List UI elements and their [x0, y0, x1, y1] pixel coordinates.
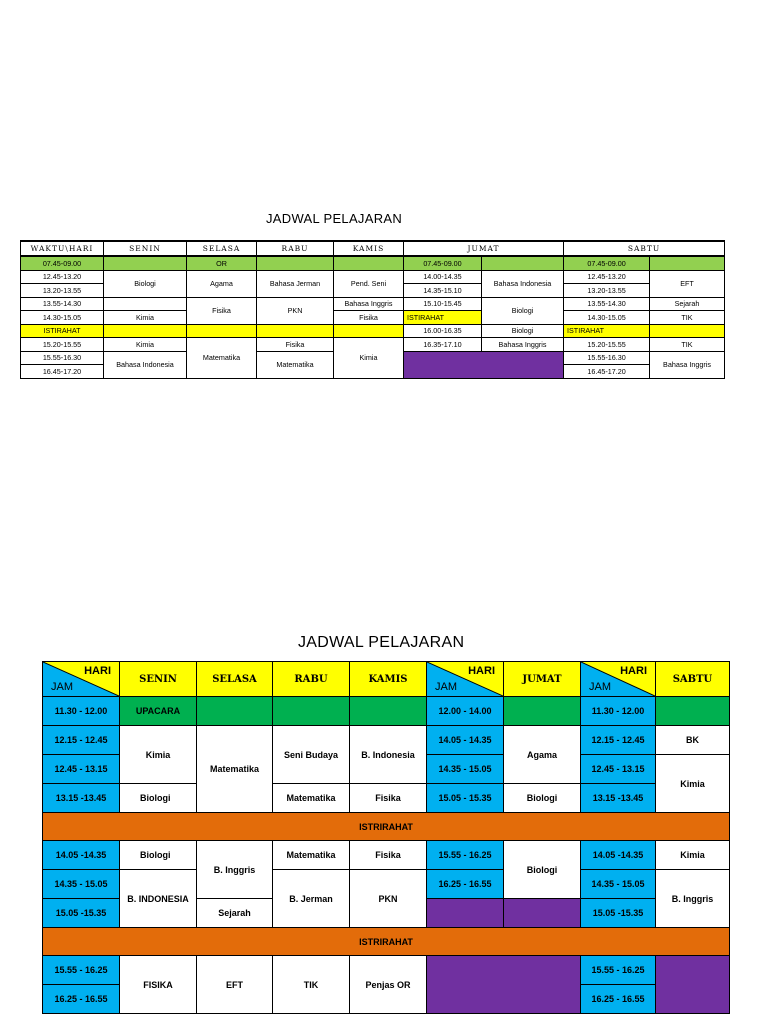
senin-cell: Biologi: [104, 270, 187, 297]
time-cell: 13.55-14.30: [21, 297, 104, 311]
selasa-cell: Agama: [187, 270, 257, 297]
empty-cell: [656, 956, 730, 1014]
jam-label: JAM: [589, 681, 611, 693]
empty-cell: [273, 697, 350, 726]
jumat-time-cell: 16.35-17.10: [404, 338, 482, 352]
header-senin: SENIN: [120, 662, 197, 697]
time-cell: 13.20-13.55: [21, 284, 104, 298]
jumat-time-cell: 14.35-15.10: [404, 284, 482, 298]
table-row: [21, 324, 725, 338]
kamis-cell: Fisika: [350, 784, 427, 813]
schedule2-header-row: [43, 662, 730, 697]
senin-cell: Biologi: [120, 784, 197, 813]
selasa-cell: Sejarah: [197, 899, 273, 928]
senin-cell: Kimia: [104, 338, 187, 352]
time-cell: 12.45 - 13.15: [43, 755, 120, 784]
kamis-cell: Penjas OR: [350, 956, 427, 1014]
jam-label: JAM: [435, 681, 457, 693]
empty-cell: [187, 324, 257, 338]
time-cell: 16.45-17.20: [21, 365, 104, 379]
schedule2-title: JADWAL PELAJARAN: [298, 634, 465, 651]
jumat-cell: Biologi: [482, 297, 564, 324]
jumat-cell: Bahasa Indonesia: [482, 270, 564, 297]
hari-label: HARI: [468, 665, 495, 677]
sabtu-time-cell: 14.35 - 15.05: [581, 870, 656, 899]
jumat-time-cell: 12.00 - 14.00: [427, 697, 504, 726]
sabtu-time-cell: 13.15 -13.45: [581, 784, 656, 813]
sabtu-cell: EFT: [650, 270, 725, 297]
hari-label: HARI: [620, 665, 647, 677]
jumat-empty-block: [427, 956, 581, 1014]
jumat-break-cell: ISTIRAHAT: [404, 311, 482, 325]
table-row: [43, 956, 730, 985]
empty-cell: [257, 256, 334, 270]
sabtu-time-cell: 12.15 - 12.45: [581, 726, 656, 755]
empty-cell: [197, 697, 273, 726]
sabtu-time-cell: 14.05 -14.35: [581, 841, 656, 870]
selasa-cell: Fisika: [187, 297, 257, 324]
selasa-cell: Matematika: [197, 726, 273, 813]
empty-cell: [334, 256, 404, 270]
header-rabu: RABU: [257, 241, 334, 256]
kamis-cell: Fisika: [350, 841, 427, 870]
table-row: [21, 297, 725, 311]
kamis-cell: B. Indonesia: [350, 726, 427, 784]
time-cell: 12.45-13.20: [21, 270, 104, 284]
sabtu-time-cell: 15.55-16.30: [564, 351, 650, 365]
empty-cell: [650, 324, 725, 338]
sabtu-cell: B. Inggris: [656, 870, 730, 928]
table-row: [21, 270, 725, 284]
sabtu-cell: Kimia: [656, 841, 730, 870]
sabtu-time-cell: 13.55-14.30: [564, 297, 650, 311]
senin-cell: Bahasa Indonesia: [104, 351, 187, 378]
header-jam-hari-jumat: [427, 662, 504, 697]
table-row: [21, 256, 725, 270]
sabtu-cell: Sejarah: [650, 297, 725, 311]
header-rabu: RABU: [273, 662, 350, 697]
time-cell: 13.15 -13.45: [43, 784, 120, 813]
jumat-time-cell: 07.45-09.00: [404, 256, 482, 270]
header-waktu-hari: WAKTU\HARI: [21, 241, 104, 256]
empty-cell: [104, 256, 187, 270]
schedule1-table: [20, 240, 725, 379]
senin-cell: Kimia: [104, 311, 187, 325]
kamis-cell: PKN: [350, 870, 427, 928]
selasa-cell: B. Inggris: [197, 841, 273, 899]
selasa-cell: OR: [187, 256, 257, 270]
jumat-cell: Biologi: [504, 784, 581, 813]
table-row: [21, 338, 725, 352]
table-row: [21, 311, 725, 325]
rabu-cell: B. Jerman: [273, 870, 350, 928]
time-cell: 07.45-09.00: [21, 256, 104, 270]
sabtu-time-cell: 07.45-09.00: [564, 256, 650, 270]
rabu-cell: TIK: [273, 956, 350, 1014]
sabtu-time-cell: 16.45-17.20: [564, 365, 650, 379]
empty-cell: [104, 297, 187, 311]
schedule1-header-row: [21, 241, 725, 256]
sabtu-cell: Bahasa Inggris: [650, 351, 725, 378]
table-row: [43, 697, 730, 726]
time-cell: 15.20-15.55: [21, 338, 104, 352]
break-row: ISTRIRAHAT: [43, 928, 730, 956]
sabtu-time-cell: 13.20-13.55: [564, 284, 650, 298]
kamis-cell: Pend. Seni: [334, 270, 404, 297]
sabtu-time-cell: 14.30-15.05: [564, 311, 650, 325]
sabtu-cell: TIK: [650, 311, 725, 325]
jumat-cell: Biologi: [504, 841, 581, 899]
kamis-cell: Fisika: [334, 311, 404, 325]
sabtu-time-cell: 12.45 - 13.15: [581, 755, 656, 784]
time-cell: 14.35 - 15.05: [43, 870, 120, 899]
rabu-cell: Matematika: [273, 784, 350, 813]
upacara-cell: UPACARA: [120, 697, 197, 726]
empty-cell: [482, 256, 564, 270]
header-kamis: KAMIS: [350, 662, 427, 697]
senin-cell: Kimia: [120, 726, 197, 784]
selasa-cell: Matematika: [187, 338, 257, 379]
jam-label: JAM: [51, 681, 73, 693]
jumat-time-cell: 16.00-16.35: [404, 324, 482, 338]
sabtu-break-cell: ISTIRAHAT: [564, 324, 650, 338]
sabtu-time-cell: 15.05 -15.35: [581, 899, 656, 928]
sabtu-time-cell: 15.55 - 16.25: [581, 956, 656, 985]
break-cell: ISTIRAHAT: [21, 324, 104, 338]
hari-label: HARI: [84, 665, 111, 677]
rabu-cell: PKN: [257, 297, 334, 324]
empty-cell: [504, 899, 581, 928]
schedule1-title: JADWAL PELAJARAN: [266, 211, 403, 226]
empty-cell: [656, 697, 730, 726]
jumat-cell: Bahasa Inggris: [482, 338, 564, 352]
table-row: [43, 841, 730, 870]
empty-cell: [257, 324, 334, 338]
senin-cell: FISIKA: [120, 956, 197, 1014]
sabtu-time-cell: 11.30 - 12.00: [581, 697, 656, 726]
empty-cell: [427, 899, 504, 928]
sabtu-cell: Kimia: [656, 755, 730, 813]
table-row: [43, 870, 730, 899]
header-selasa: SELASA: [197, 662, 273, 697]
table-row: [43, 784, 730, 813]
sabtu-cell: BK: [656, 726, 730, 755]
header-jumat: JUMAT: [504, 662, 581, 697]
header-selasa: SELASA: [187, 241, 257, 256]
empty-cell: [504, 697, 581, 726]
header-kamis: KAMIS: [334, 241, 404, 256]
jumat-time-cell: 16.25 - 16.55: [427, 870, 504, 899]
time-cell: 16.25 - 16.55: [43, 985, 120, 1014]
rabu-cell: Bahasa Jerman: [257, 270, 334, 297]
kamis-cell: Kimia: [334, 338, 404, 379]
time-cell: 12.15 - 12.45: [43, 726, 120, 755]
sabtu-time-cell: 12.45-13.20: [564, 270, 650, 284]
kamis-cell: Bahasa Inggris: [334, 297, 404, 311]
time-cell: 15.55 - 16.25: [43, 956, 120, 985]
sabtu-time-cell: 16.25 - 16.55: [581, 985, 656, 1014]
header-jam-hari: [43, 662, 120, 697]
rabu-cell: Seni Budaya: [273, 726, 350, 784]
time-cell: 15.05 -15.35: [43, 899, 120, 928]
jumat-cell: Biologi: [482, 324, 564, 338]
jumat-empty-block: [404, 351, 564, 378]
jumat-time-cell: 14.00-14.35: [404, 270, 482, 284]
jumat-time-cell: 15.55 - 16.25: [427, 841, 504, 870]
empty-cell: [350, 697, 427, 726]
rabu-cell: Matematika: [257, 351, 334, 378]
empty-cell: [104, 324, 187, 338]
jumat-time-cell: 15.10-15.45: [404, 297, 482, 311]
header-jumat: JUMAT: [404, 241, 564, 256]
time-cell: 15.55-16.30: [21, 351, 104, 365]
time-cell: 11.30 - 12.00: [43, 697, 120, 726]
rabu-cell: Matematika: [273, 841, 350, 870]
empty-cell: [334, 324, 404, 338]
jumat-cell: Agama: [504, 726, 581, 784]
jumat-time-cell: 15.05 - 15.35: [427, 784, 504, 813]
header-senin: SENIN: [104, 241, 187, 256]
rabu-cell: Fisika: [257, 338, 334, 352]
time-cell: 14.05 -14.35: [43, 841, 120, 870]
schedule2-table: [42, 661, 730, 1014]
sabtu-cell: TIK: [650, 338, 725, 352]
header-sabtu: SABTU: [656, 662, 730, 697]
jumat-time-cell: 14.35 - 15.05: [427, 755, 504, 784]
table-row: [43, 928, 730, 956]
header-sabtu: SABTU: [564, 241, 725, 256]
table-row: [43, 813, 730, 841]
table-row: [43, 726, 730, 755]
header-jam-hari-sabtu: [581, 662, 656, 697]
time-cell: 14.30-15.05: [21, 311, 104, 325]
senin-cell: B. INDONESIA: [120, 870, 197, 928]
selasa-cell: EFT: [197, 956, 273, 1014]
sabtu-time-cell: 15.20-15.55: [564, 338, 650, 352]
senin-cell: Biologi: [120, 841, 197, 870]
empty-cell: [650, 256, 725, 270]
break-row: ISTRIRAHAT: [43, 813, 730, 841]
jumat-time-cell: 14.05 - 14.35: [427, 726, 504, 755]
